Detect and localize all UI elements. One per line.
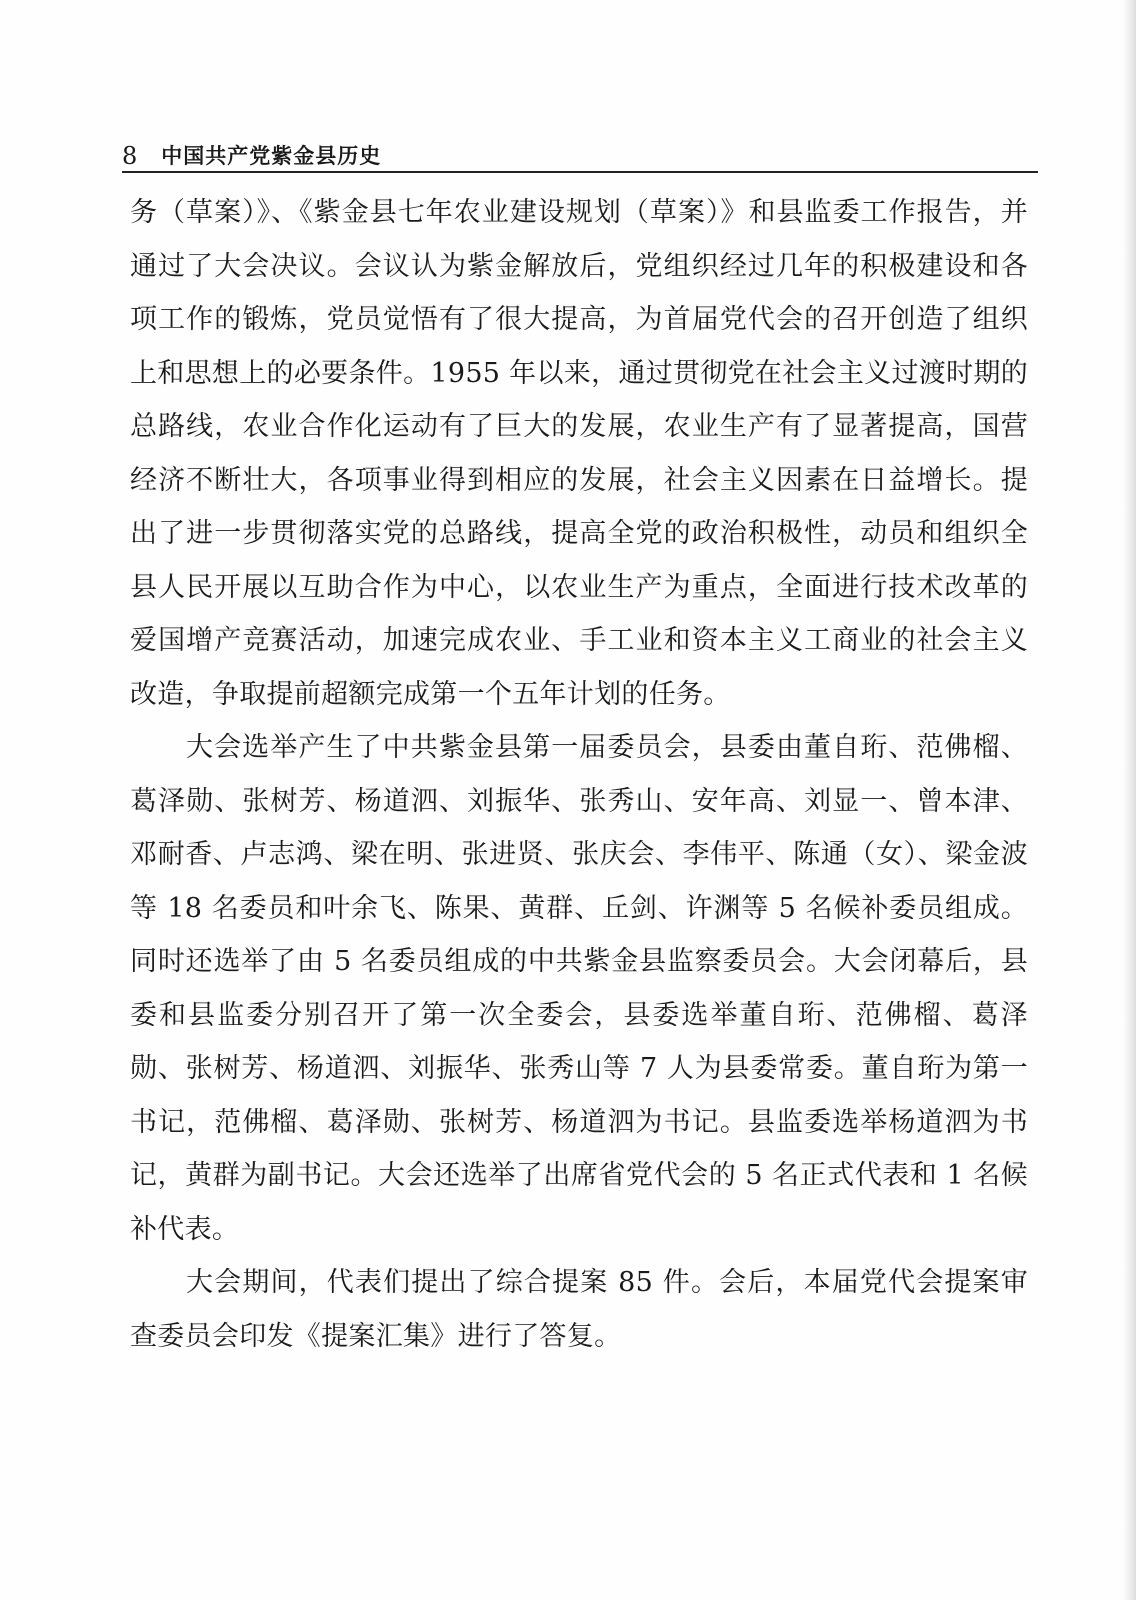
page-header [122, 136, 381, 170]
scan-edge-shadow [1122, 0, 1136, 1600]
running-title: 中国共产党紫金县历史 [161, 143, 382, 168]
paragraph-2: 大会选举产生了中共紫金县第一届委员会，县委由董自珩、范佛榴、葛泽勋、张树芳、杨道泗、刘振华、张秀山、安年高、刘显一、曾本津、邓耐香、卢志鸿、梁在明、张进贤、张庆会、李伟平、陈通（女）、梁金波等 18 名委员和叶余飞、陈果、黄群、丘剑、许渊等 5 名候补委员组成。同时还选举了由 5 名委员组成的中共紫金县监察委员会。大会闭幕后，县委和县监委分别召开了第一次全委会，县委选举董自珩、范佛榴、葛泽勋、张树芳、杨道泗、刘振华、张秀山等 7 人为县委常委。董自珩为第一书记，范佛榴、葛泽勋、张树芳、杨道泗为书记。县监委选举杨道泗为书记，黄群为副书记。大会还选举了出席省党代会的 5 名正式代表和 1 名候补代表。 [130, 732, 1028, 1245]
body-text [130, 186, 1028, 1363]
page-number: 8 [122, 142, 138, 170]
header-rule [122, 171, 1038, 173]
paragraph-1: 务（草案）》、《紫金县七年农业建设规划（草案）》和县监委工作报告，并通过了大会决议。会议认为紫金解放后，党组织经过几年的积极建设和各项工作的锻炼，党员觉悟有了很大提高，为首届党代会的召开创造了组织上和思想上的必要条件。1955 年以来，通过贯彻党在社会主义过渡时期的总路线，农业合作化运动有了巨大的发展，农业生产有了显著提高，国营经济不断壮大，各项事业得到相应的发展，社会主义因素在日益增长。提出了进一步贯彻落实党的总路线，提高全党的政治积极性，动员和组织全县人民开展以互助合作为中心，以农业生产为重点，全面进行技术改革的爱国增产竞赛活动，加速完成农业、手工业和资本主义工商业的社会主义改造，争取提前超额完成第一个五年计划的任务。 [130, 197, 1028, 710]
paragraph-3: 大会期间，代表们提出了综合提案 85 件。会后，本届党代会提案审查委员会印发《提案汇集》进行了答复。 [130, 1267, 1028, 1352]
